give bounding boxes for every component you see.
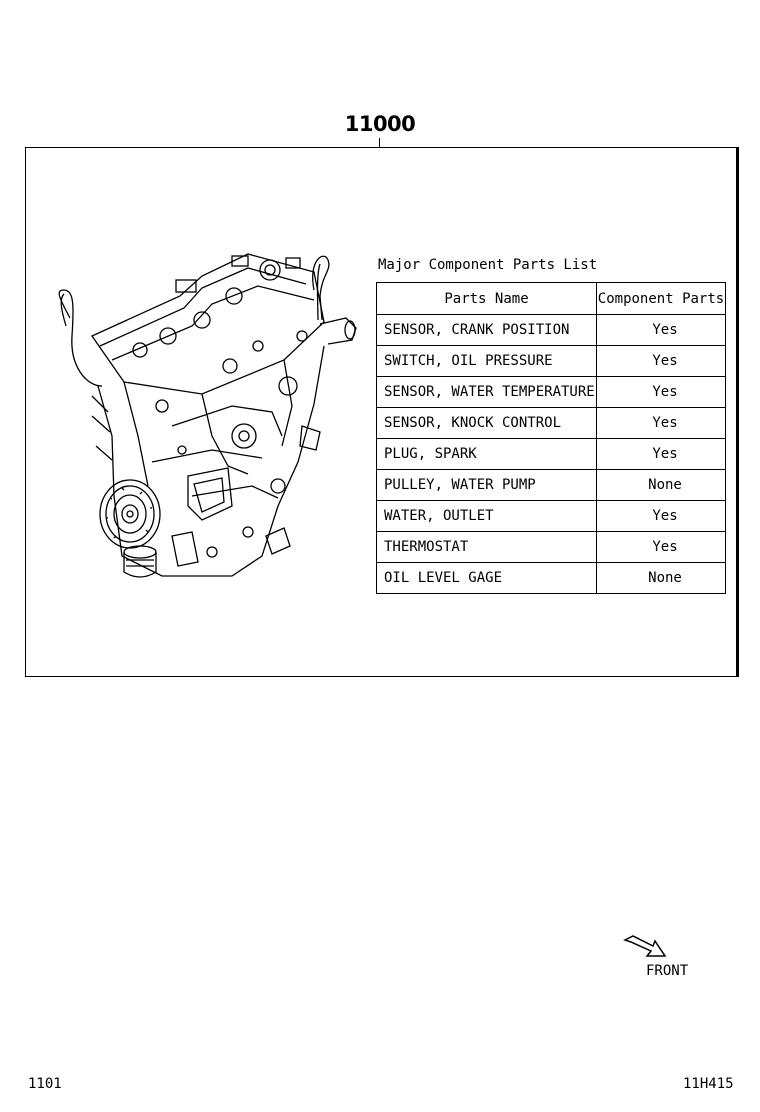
part-status: None [597, 563, 726, 594]
part-status: Yes [597, 346, 726, 377]
part-status: Yes [597, 439, 726, 470]
part-status: Yes [597, 315, 726, 346]
part-status: Yes [597, 532, 726, 563]
table-row [377, 532, 726, 563]
table-row [377, 470, 726, 501]
part-name: PULLEY, WATER PUMP [377, 470, 597, 501]
header-component-parts: Component Parts [597, 283, 726, 315]
part-name: PLUG, SPARK [377, 439, 597, 470]
table-row [377, 501, 726, 532]
table-row [377, 408, 726, 439]
engine-assembly-illustration [52, 236, 362, 596]
part-status: Yes [597, 408, 726, 439]
front-direction-label: FRONT [646, 963, 689, 979]
table-row [377, 377, 726, 408]
table-row [377, 563, 726, 594]
table-header-row [377, 283, 726, 315]
table-row [377, 315, 726, 346]
header-parts-name: Parts Name [377, 283, 597, 315]
part-status: Yes [597, 501, 726, 532]
table-row [377, 346, 726, 377]
page-code-left: 1101 [28, 1076, 62, 1092]
leader-line [379, 138, 380, 147]
part-status: Yes [597, 377, 726, 408]
part-name: SENSOR, KNOCK CONTROL [377, 408, 597, 439]
part-name: THERMOSTAT [377, 532, 597, 563]
part-status: None [597, 470, 726, 501]
front-arrow-icon [623, 934, 669, 960]
part-name: SENSOR, WATER TEMPERATURE [377, 377, 597, 408]
component-list-caption: Major Component Parts List [378, 257, 598, 273]
part-name: WATER, OUTLET [377, 501, 597, 532]
table-row [377, 439, 726, 470]
illustration-code-right: 11H415 [683, 1076, 734, 1092]
part-name: SWITCH, OIL PRESSURE [377, 346, 597, 377]
part-name: SENSOR, CRANK POSITION [377, 315, 597, 346]
part-name: OIL LEVEL GAGE [377, 563, 597, 594]
part-number-title: 11000 [344, 112, 416, 136]
component-parts-table [376, 282, 726, 594]
